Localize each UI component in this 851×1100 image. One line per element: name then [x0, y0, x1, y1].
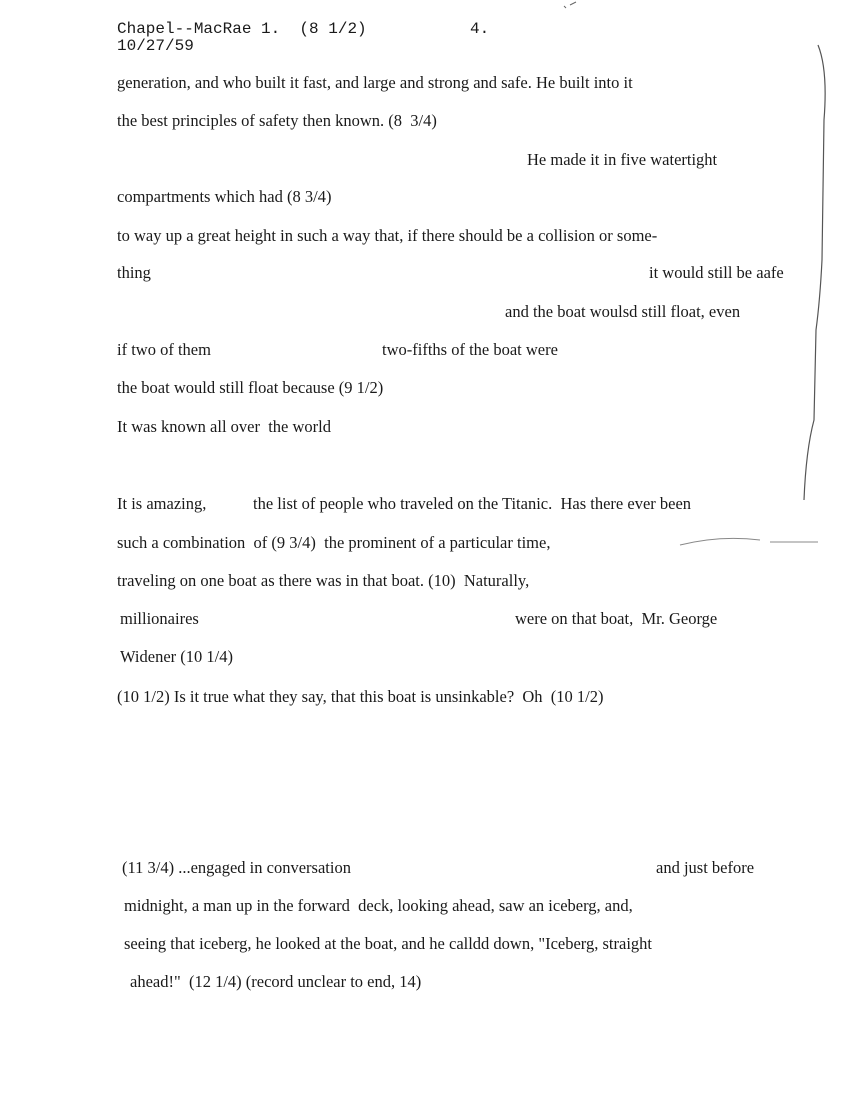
text-line: if two of them [117, 340, 211, 359]
text-line: two-fifths of the boat were [382, 340, 558, 359]
text-line: such a combination of (9 3/4) the prominent of a particular time, [117, 533, 551, 552]
text-line: It is amazing, [117, 494, 207, 513]
text-line: (10 1/2) Is it true what they say, that this boat is unsinkable? Oh (10 1/2) [117, 687, 604, 706]
document-header-title: Chapel--MacRae 1. (8 1/2) [117, 20, 367, 38]
text-line: were on that boat, Mr. George [515, 609, 718, 628]
text-line: ahead!" (12 1/4) (record unclear to end, 14) [130, 972, 422, 991]
text-line: traveling on one boat as there was in that boat. (10) Naturally, [117, 571, 530, 590]
page-number: 4. [470, 20, 490, 38]
text-line: Widener (10 1/4) [120, 647, 233, 666]
document-date: 10/27/59 [117, 37, 194, 55]
text-line: midnight, a man up in the forward deck, looking ahead, saw an iceberg, and, [124, 896, 633, 915]
text-line: It was known all over the world [117, 417, 331, 436]
text-line: millionaires [120, 609, 199, 628]
text-line: He made it in five watertight [527, 150, 718, 169]
text-line: the best principles of safety then known. (8 3/4) [117, 111, 437, 130]
text-line: the boat would still float because (9 1/2) [117, 378, 384, 397]
text-line: seeing that iceberg, he looked at the boat, and he calldd down, "Iceberg, straight [124, 934, 652, 953]
text-line: thing [117, 263, 151, 282]
text-line: it would still be aafe [649, 263, 784, 282]
text-line: and just before [656, 858, 755, 877]
text-line: generation, and who built it fast, and large and strong and safe. He built into it [117, 73, 633, 92]
text-line: and the boat woulsd still float, even [505, 302, 741, 321]
text-line: (11 3/4) ...engaged in conversation [122, 858, 351, 877]
text-line: to way up a great height in such a way that, if there should be a collision or some- [117, 226, 658, 245]
text-line: compartments which had (8 3/4) [117, 187, 332, 206]
text-line: the list of people who traveled on the Titanic. Has there ever been [253, 494, 692, 513]
